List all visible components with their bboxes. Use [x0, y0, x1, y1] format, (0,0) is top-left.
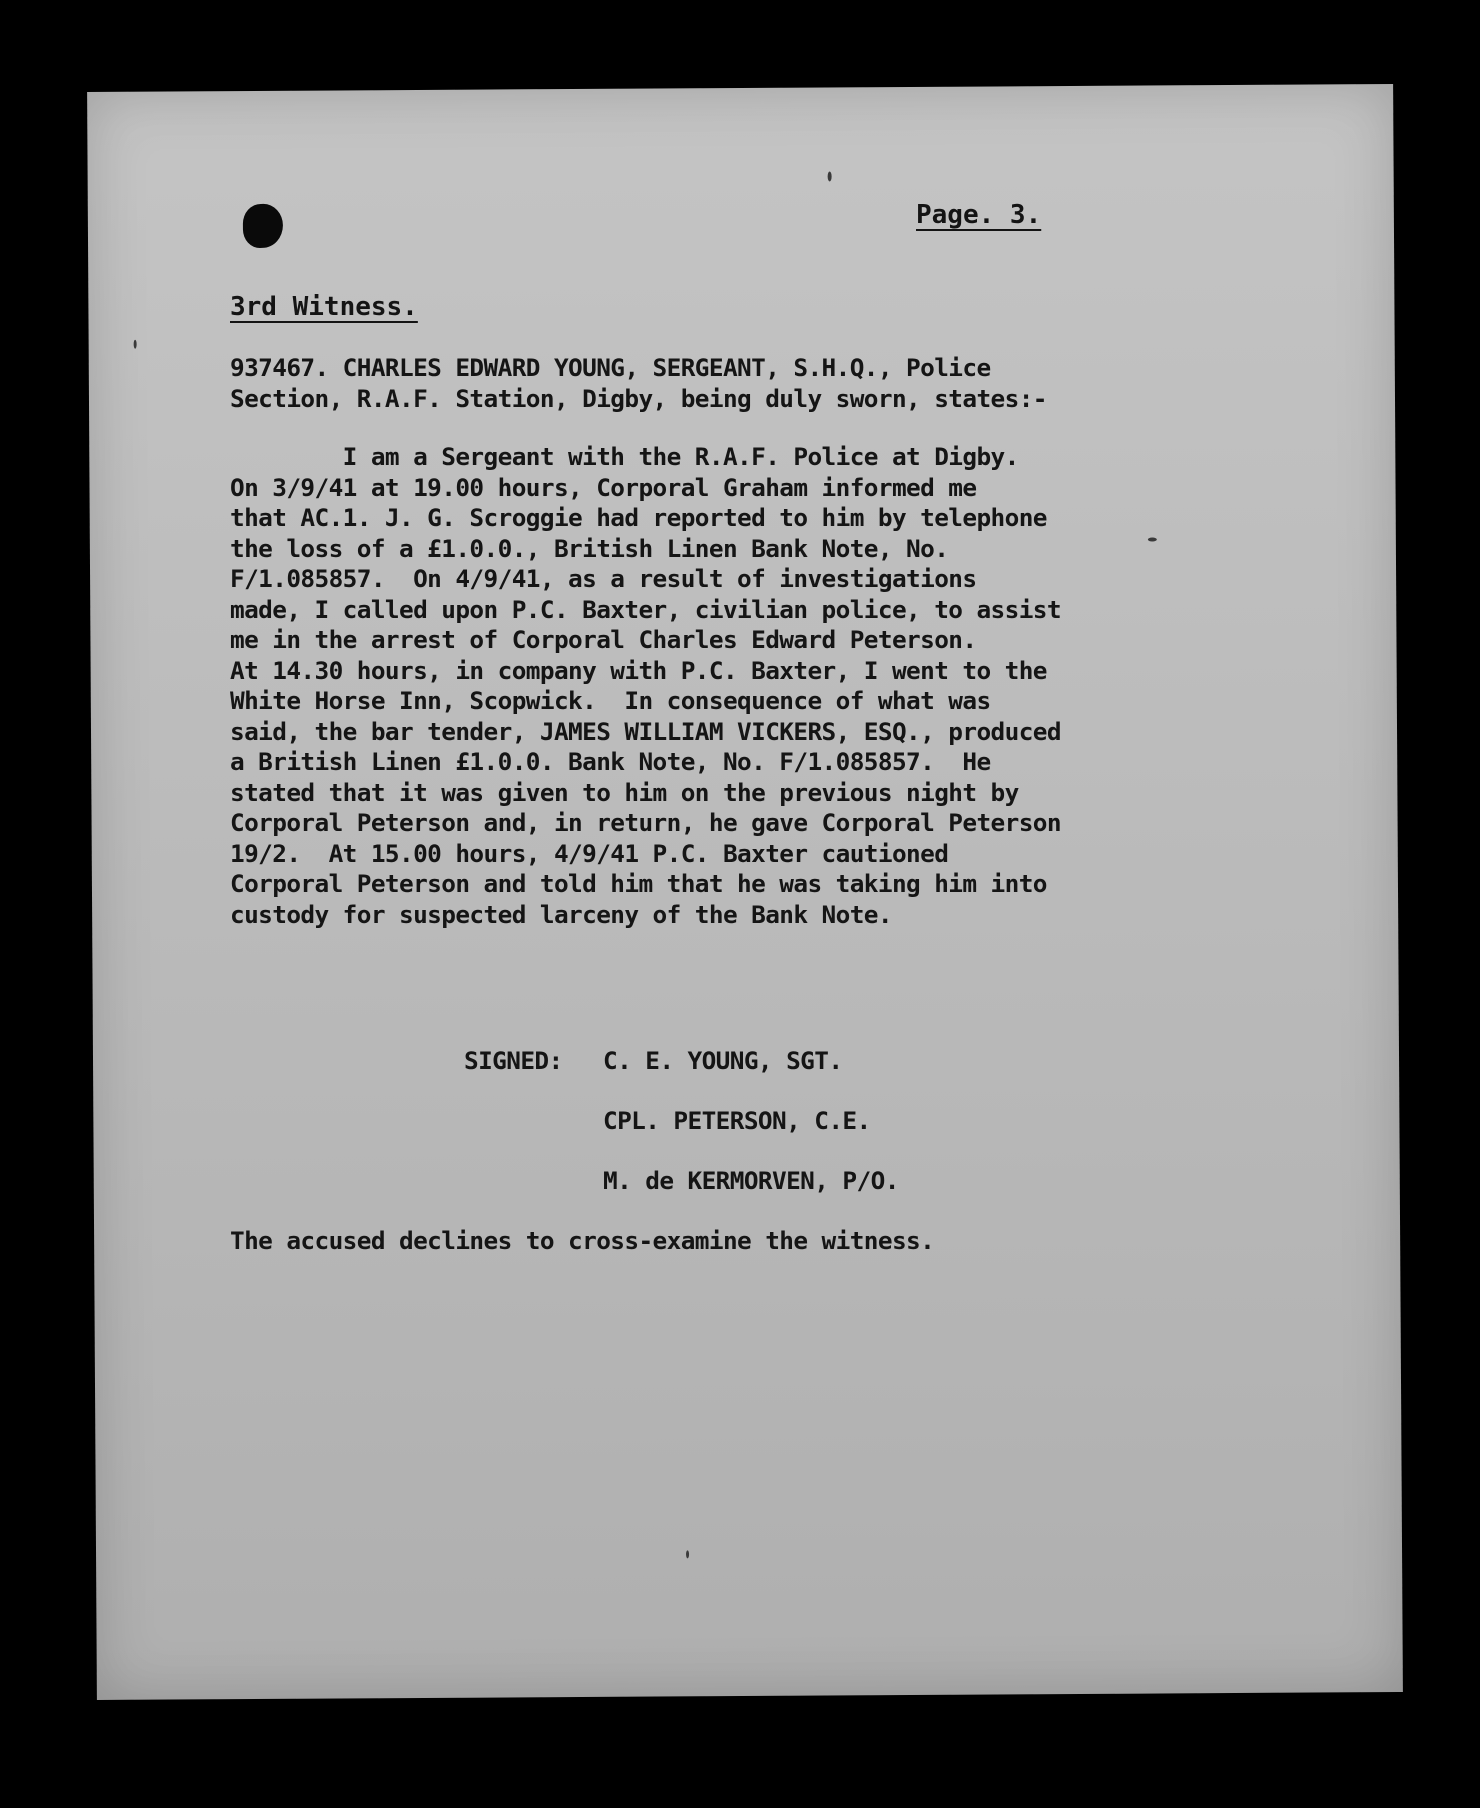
closing-remark: The accused declines to cross-examine the witness.	[230, 1226, 935, 1255]
signature-line: C. E. YOUNG, SGT.	[603, 1046, 843, 1075]
statement-line: 19/2. At 15.00 hours, 4/9/41 P.C. Baxter cautioned	[230, 838, 949, 868]
intro-line: 937467. CHARLES EDWARD YOUNG, SERGEANT, S.H.Q., Police	[230, 353, 991, 382]
statement-line: a British Linen £1.0.0. Bank Note, No. F/1.085857. He	[230, 747, 991, 776]
signature-line: M. de KERMORVEN, P/O.	[603, 1166, 899, 1195]
statement-line: custody for suspected larceny of the Bank Note.	[230, 899, 892, 929]
paper-speck	[686, 1550, 689, 1558]
punch-hole	[243, 204, 283, 248]
statement-line: At 14.30 hours, in company with P.C. Baxter, I went to the	[230, 655, 1047, 685]
statement-line: On 3/9/41 at 19.00 hours, Corporal Graham informed me	[230, 472, 977, 502]
witness-introduction	[230, 353, 1047, 414]
signature-line: CPL. PETERSON, C.E.	[603, 1106, 871, 1135]
statement-line: stated that it was given to him on the previous night by	[230, 777, 1019, 807]
statement-line: me in the arrest of Corporal Charles Edward Peterson.	[230, 625, 977, 654]
signed-label: SIGNED:	[464, 1046, 563, 1075]
paper-speck	[1148, 537, 1157, 541]
statement-line: said, the bar tender, JAMES WILLIAM VICKERS, ESQ., produced	[230, 716, 1061, 746]
page-number: Page. 3.	[916, 200, 1042, 230]
statement-line: that AC.1. J. G. Scroggie had reported to him by telephone	[230, 503, 1047, 532]
paper-speck	[828, 171, 832, 181]
witness-statement	[230, 442, 1061, 930]
statement-line: I am a Sergeant with the R.A.F. Police at Digby.	[230, 442, 1019, 471]
statement-line: Corporal Peterson and told him that he was taking him into	[230, 869, 1047, 898]
witness-heading: 3rd Witness.	[230, 292, 418, 322]
intro-line: Section, R.A.F. Station, Digby, being duly sworn, states:-	[230, 383, 1047, 413]
statement-line: the loss of a £1.0.0., British Linen Bank Note, No.	[230, 533, 949, 563]
statement-line: White Horse Inn, Scopwick. In consequence of what was	[230, 686, 991, 715]
paper-speck	[134, 340, 137, 349]
statement-line: Corporal Peterson and, in return, he gave Corporal Peterson	[230, 808, 1061, 837]
statement-line: F/1.085857. On 4/9/41, as a result of investigations	[230, 564, 977, 593]
statement-line: made, I called upon P.C. Baxter, civilian police, to assist	[230, 594, 1061, 624]
